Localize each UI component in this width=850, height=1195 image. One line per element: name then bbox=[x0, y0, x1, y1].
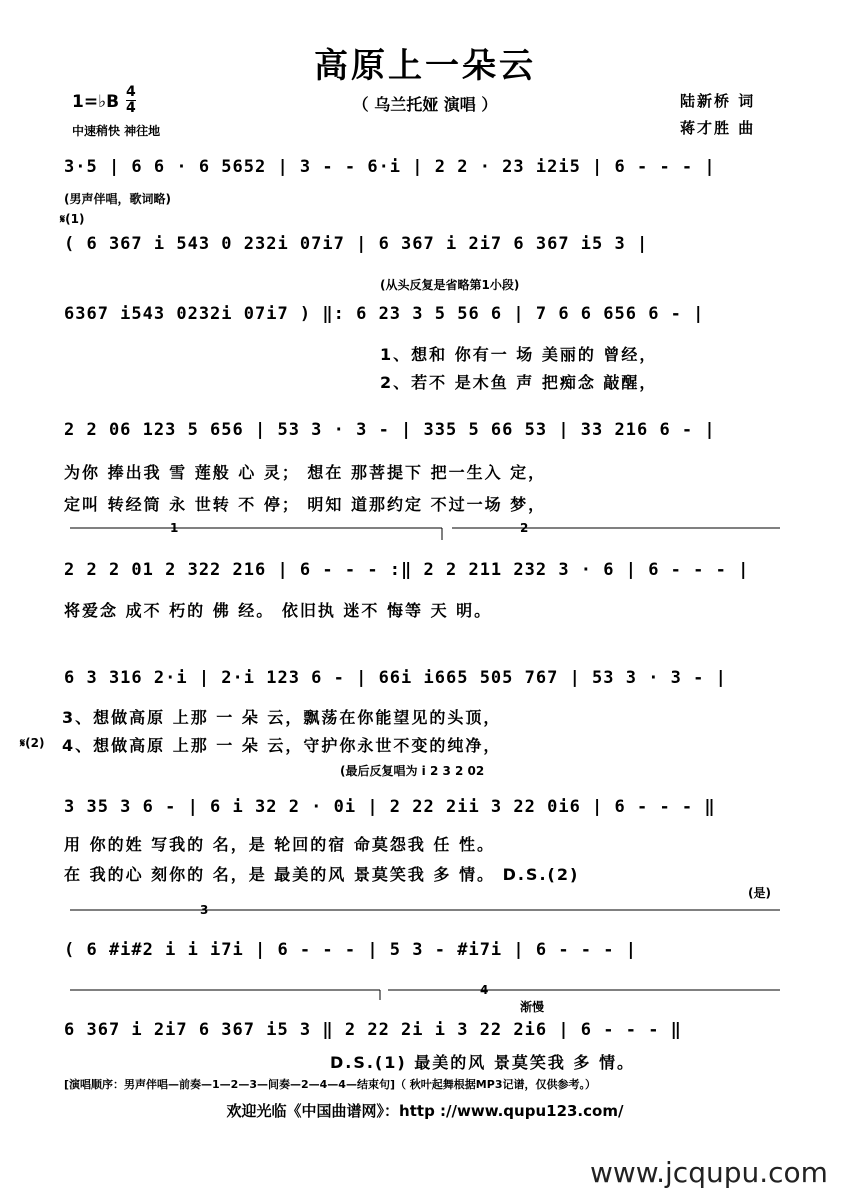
lyric-verse-1a: 1、想和 你有一 场 美丽的 曾经， bbox=[380, 345, 658, 364]
final-repeat-note: (最后反复唱为 i 2 3 2 02 bbox=[340, 764, 485, 778]
lyric-extra: (是) bbox=[748, 886, 771, 900]
welcome-line: 欢迎光临《中国曲谱网》：http ://www.qupu123.com/ bbox=[226, 1102, 624, 1120]
score-row-2: ( 6 367 i 543 0 232i 07i7 | 6 367 i 2i7 6 367 i5 3 | bbox=[64, 234, 649, 254]
lyric-row-7b: 在 我的心 刻你的 名，是 最美的风 景莫笑我 多 情。 D.S.(2) bbox=[64, 865, 580, 884]
score-row-9: 6 367 i 2i7 6 367 i5 3 ‖ 2 22 2i i 3 22 2i6 | 6 - - - ‖ bbox=[64, 1020, 682, 1040]
song-title: 高原上一朵云 bbox=[314, 46, 536, 86]
lyric-verse-1b: 为你 捧出我 雪 莲般 心 灵； 想在 那菩提下 把一生入 定， bbox=[64, 463, 547, 482]
lyric-verse-2a: 2、若不 是木鱼 声 把痴念 敲醒， bbox=[380, 373, 658, 392]
lyric-row-5: 将爱念 成不 朽的 佛 经。 依旧执 迷不 悔等 天 明。 bbox=[64, 601, 493, 620]
score-row-6: 6 3 316 2·i | 2·i 123 6 - | 66i i665 505 767 | 53 3 · 3 - | bbox=[64, 668, 727, 688]
segno-1: 𝄋(1) bbox=[60, 212, 85, 226]
segno-2: 𝄋(2) bbox=[20, 736, 45, 750]
key-signature: 1=♭B bbox=[72, 92, 120, 112]
site-watermark: www.jcqupu.com bbox=[590, 1156, 828, 1189]
composer-credit: 蒋才胜 曲 bbox=[680, 119, 756, 137]
score-row-5: 2 2 2 01 2 322 216 | 6 - - - :‖ 2 2 211 232 3 · 6 | 6 - - - | bbox=[64, 560, 750, 580]
lyric-row-9: D.S.(1) 最美的风 景莫笑我 多 情。 bbox=[330, 1053, 636, 1072]
accompaniment-note: (男声伴唱，歌词略) bbox=[64, 192, 171, 206]
tempo-marking: 中速稍快 神往地 bbox=[72, 124, 161, 138]
lyric-verse-3: 3、想做高原 上那 一 朵 云，飘荡在你能望见的头顶， bbox=[62, 708, 502, 727]
song-subtitle: （ 乌兰托娅 演唱 ） bbox=[352, 95, 498, 114]
lyricist-credit: 陆新桥 词 bbox=[680, 92, 756, 110]
singing-order: [演唱顺序：男声伴唱—前奏—1—2—3—间奏—2—4—4—结束句]（ 秋叶起舞根据MP3记谱，仅供参考。） bbox=[64, 1078, 596, 1091]
volta-1-number: 1 bbox=[170, 521, 179, 535]
lyric-verse-4: 4、想做高原 上那 一 朵 云，守护你永世不变的纯净， bbox=[62, 736, 502, 755]
ritardando-marking: 渐慢 bbox=[520, 1000, 545, 1014]
score-row-3: 6367 i543 0232i 07i7 ) ‖: 6 23 3 5 56 6 | 7 6 6 656 6 - | bbox=[64, 304, 705, 324]
score-row-1: 3·5 | 6 6 · 6 5652 | 3 - - 6·i | 2 2 · 23 i2i5 | 6 - - - | bbox=[64, 157, 716, 177]
volta-4-number: 4 bbox=[480, 983, 489, 997]
lyric-verse-2b: 定叫 转经筒 永 世转 不 停； 明知 道那约定 不过一场 梦， bbox=[64, 495, 547, 514]
lyric-row-7a: 用 你的姓 写我的 名，是 轮回的宿 命莫怨我 任 性。 bbox=[64, 835, 495, 854]
volta-3-number: 3 bbox=[200, 903, 209, 917]
meter-bottom: 4 bbox=[126, 100, 136, 116]
meter-top: 4 bbox=[126, 84, 136, 100]
score-row-4: 2 2 06 123 5 656 | 53 3 · 3 - | 335 5 66 53 | 33 216 6 - | bbox=[64, 420, 716, 440]
repeat-note: (从头反复是省略第1小段) bbox=[380, 278, 520, 292]
score-row-7: 3 35 3 6 - | 6 i 32 2 · 0i | 2 22 2ii 3 22 0i6 | 6 - - - ‖ bbox=[64, 797, 716, 817]
score-row-8: ( 6 #i#2 i i i7i | 6 - - - | 5 3 - #i7i | 6 - - - | bbox=[64, 940, 637, 960]
volta-2-number: 2 bbox=[520, 521, 529, 535]
